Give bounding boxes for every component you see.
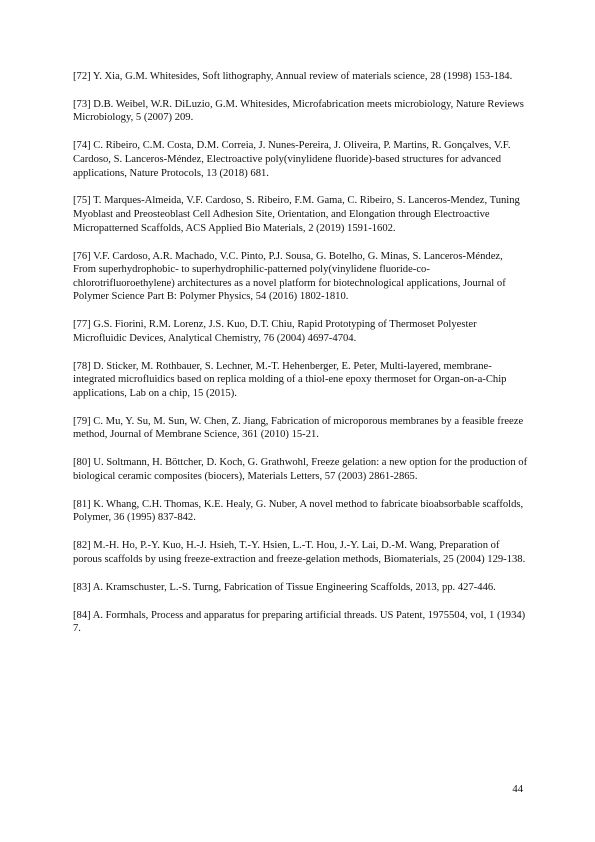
reference-77: [77] G.S. Fiorini, R.M. Lorenz, J.S. Kuo, D.T. Chiu, Rapid Prototyping of Thermoset Polyester Microfluidic Devices, Analytical Chemistry, 76 (2004) 4697-4704. bbox=[73, 319, 477, 344]
page-number: 44 bbox=[512, 784, 523, 795]
reference-82: [82] M.-H. Ho, P.-Y. Kuo, H.-J. Hsieh, T.-Y. Hsien, L.-T. Hou, J.-Y. Lai, D.-M. Wang, Preparation of porous scaffolds by using freeze-extraction and freeze-gelation methods, Biomaterials, 25 (2004) 129-138. bbox=[73, 540, 526, 565]
reference-80: [80] U. Soltmann, H. Böttcher, D. Koch, G. Grathwohl, Freeze gelation: a new option for the production of biological ceramic composites (biocers), Materials Letters, 57 (2003) 2861-2865. bbox=[73, 457, 528, 482]
reference-72: [72] Y. Xia, G.M. Whitesides, Soft lithography, Annual review of materials science, 28 (1998) 153-184. bbox=[73, 71, 513, 82]
reference-79: [79] C. Mu, Y. Su, M. Sun, W. Chen, Z. Jiang, Fabrication of microporous membranes by a feasible freeze method, Journal of Membrane Science, 361 (2010) 15-21. bbox=[73, 415, 524, 441]
reference-78: [78] D. Sticker, M. Rothbauer, S. Lechner, M.-T. Hehenberger, E. Peter, Multi-layered, membrane-integrated microfluidics based on replica molding of a thiol-ene epoxy thermoset for Organ-on-a-Chip applications, Lab on a chip, 15 (2015). bbox=[73, 360, 507, 399]
reference-83: [83] A. Kramschuster, L.-S. Turng, Fabrication of Tissue Engineering Scaffolds, 2013, pp. 427-446. bbox=[73, 581, 496, 593]
reference-81: [81] K. Whang, C.H. Thomas, K.E. Healy, G. Nuber, A novel method to fabricate bioabsorbable scaffolds, Polymer, 36 (1995) 837-842. bbox=[73, 498, 524, 524]
reference-74: [74] C. Ribeiro, C.M. Costa, D.M. Correia, J. Nunes-Pereira, J. Oliveira, P. Martins, R. Gonçalves, V.F. Cardoso, S. Lanceros-Méndez, Electroactive poly(vinylidene fluoride)-based structures for advanced applications, Nature Protocols, 13 (2018) 681. bbox=[73, 140, 511, 179]
reference-list bbox=[73, 70, 528, 650]
reference-76: [76] V.F. Cardoso, A.R. Machado, V.C. Pinto, P.J. Sousa, G. Botelho, G. Minas, S. Lanceros-Méndez, From superhydrophobic- to superhydrophilic-patterned poly(vinylidene fluoride-co-chlorotrifluoroethylene) architectures as a novel platform for biotechnological applications, Journal of Polymer Science Part B: Polymer Physics, 54 (2016) 1802-1810. bbox=[73, 250, 506, 303]
reference-75: [75] T. Marques-Almeida, V.F. Cardoso, S. Ribeiro, F.M. Gama, C. Ribeiro, S. Lanceros-Mendez, Tuning Myoblast and Preosteoblast Cell Adhesion Site, Orientation, and Elongation through Electroactive Micropatterned Scaffolds, ACS Applied Bio Materials, 2 (2019) 1591-1602. bbox=[73, 195, 520, 234]
reference-73: [73] D.B. Weibel, W.R. DiLuzio, G.M. Whitesides, Microfabrication meets microbiology, Nature Reviews Microbiology, 5 (2007) 209. bbox=[73, 98, 524, 124]
reference-84: [84] A. Formhals, Process and apparatus for preparing artificial threads. US Patent, 1975504, vol, 1 (1934) 7. bbox=[73, 609, 526, 635]
